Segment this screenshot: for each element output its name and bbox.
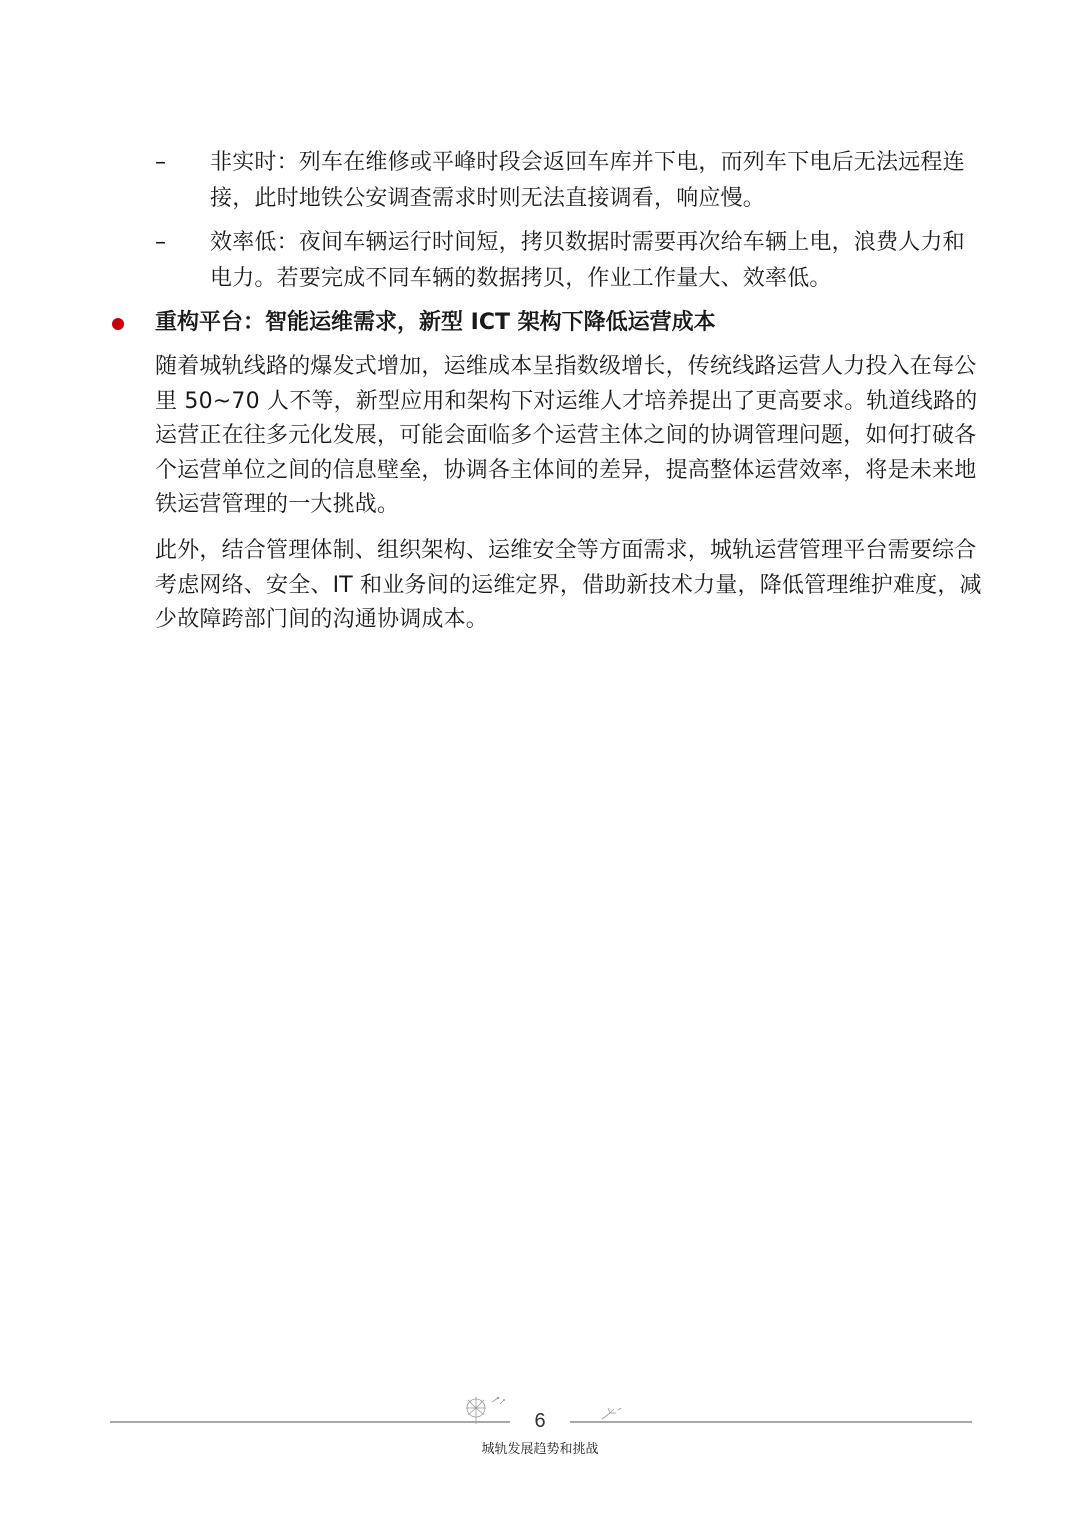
footer-document-title: 城轨发展趋势和挑战 xyxy=(481,1442,599,1457)
list-item-text: 非实时：列车在维修或平峰时段会返回车库并下电，而列车下电后无法远程连接，此时地铁公安调查需求时则无法直接调看，响应慢。 xyxy=(210,150,965,211)
body-paragraph: 此外，结合管理体制、组织架构、运维安全等方面需求，城轨运营管理平台需要综合考虑网络、安全、IT 和业务间的运维定界，借助新技术力量，降低管理维护难度，减少故障跨部门间的沟通协调成本。 xyxy=(155,538,982,632)
dandelion-seed-icon xyxy=(600,1407,622,1421)
list-item-text: 效率低：夜间车辆运行时间短，拷贝数据时需要再次给车辆上电，浪费人力和电力。若要完成不同车辆的数据拷贝，作业工作量大、效率低。 xyxy=(210,230,965,291)
footer-rule-left xyxy=(110,1421,510,1423)
footer-rule-right xyxy=(570,1421,972,1423)
body-paragraph: 随着城轨线路的爆发式增加，运维成本呈指数级增长，传统线路运营人力投入在每公里 50~70 人不等，新型应用和架构下对运维人才培养提出了更高要求。轨道线路的运营正在往多元化发展，可能会面临多个运营主体之间的协调管理问题，如何打破各个运营单位之间的信息壁垒，协调各主体间的差异，提高整体运营效率，将是未来地铁运营管理的一大挑战。 xyxy=(155,354,978,517)
list-item-efficiency xyxy=(155,225,985,297)
list-item-realtime xyxy=(155,145,985,217)
list-dash-marker: – xyxy=(155,150,166,175)
section-heading: 重构平台：智能运维需求，新型 ICT 架构下降低运营成本 xyxy=(155,310,716,335)
page-number: 6 xyxy=(534,1410,546,1432)
list-dash-marker: – xyxy=(155,230,166,255)
dandelion-icon xyxy=(462,1394,506,1426)
red-bullet-icon xyxy=(112,318,124,330)
